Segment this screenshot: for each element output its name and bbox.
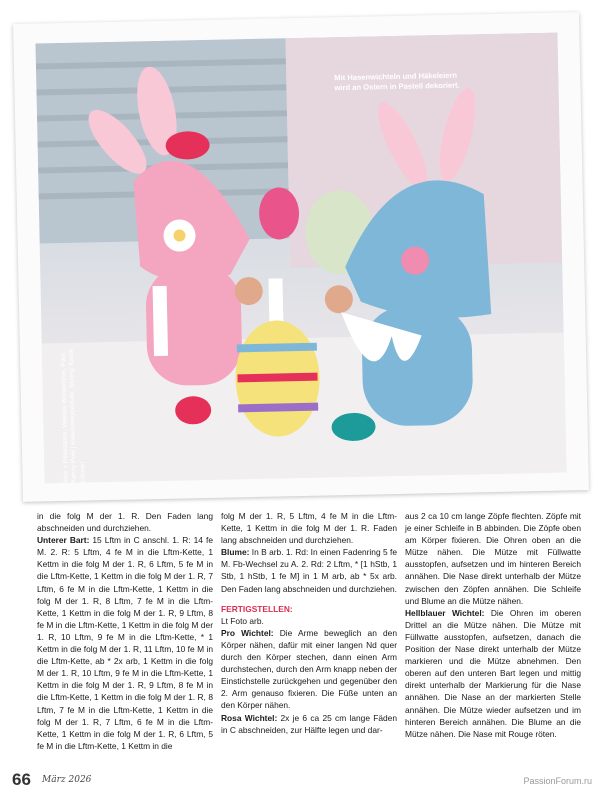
column-2 (221, 510, 397, 736)
gnome-photo (35, 33, 566, 484)
paragraph: Lt Foto arb. (221, 615, 264, 626)
photo-frame (13, 12, 589, 502)
photo-caption: Mit Hasenwichteln und Häkeleiern wird an Ostern in Pastell dekoriert. (334, 70, 460, 93)
text-rosa-wichtel: 2x je 6 ca 25 cm lange Fäden in C abschneiden, zur Hälfte legen und dar- (221, 712, 397, 735)
label-unterer-bart: Unterer Bart: (37, 535, 90, 546)
text-hellblauer-wichtel: Die Ohren im oberen Drittel an die Mütze nähen. Die Mütze mit Füllwatte ausstopfen, aufsetzen, danach die Position der Nase direkt unterhalb der Mütze markieren und die Mütze abnehmen. Den oberen auf den unteren Bart legen und mittig direkt unterhalb der Markierung für die Nase annähen. Die Nase an der markierten Stelle annähen. Die Mütze wieder aufsetzen und im hinteren Bereich annähen. Die Blume an die Mütze nähen. Die Nase mit Rouge röten. (405, 607, 581, 739)
paragraph (221, 546, 397, 594)
text-pro-wichtel: Die Arme beweglich an den Körper nähen, dafür mit einer langen Nd quer durch den Körper stechen, dann einen Arm durchstechen, durch den Arm knapp neben der Einstichstelle zurückgehen und gegenüber den 2. Arm genauso fixieren. Die Füße unten an den Körper nähen. (221, 627, 397, 711)
paragraph (221, 627, 397, 712)
label-rosa-wichtel: Rosa Wichtel: (221, 712, 278, 723)
paragraph: folg M der 1. R, 5 Lftm, 4 fe M in die Lftm-Kette, 1 Kettm in die folg M der 1. R. Faden lang abschneiden und durchziehen. (221, 511, 397, 546)
text-unterer-bart: 15 Lftm in C anschl. 1. R: 14 fe M. 2. R: 5 Lftm, 4 fe M in die Lftm-Kette, 1 Kettm in die folg M der 1. R, 6 Lftm, 5 fe M in die Lftm-Kette, 1 Kettm in die folg M der 1. R, 7 Lftm, 6 fe M in die Lftm-Kette, 1 Kettm in die folg M der 1. R, 8 Lftm, 7 fe M in die Lftm-Kette, 1 Kettm in die folg M der 1. R, 9 Lftm, 8 fe M in die Lftm-Kette, 1 Kettm in die folg M der 1. R, 10 Lftm, 9 fe M in die Lftm-Kette, * 1 Kettm in die folg M der 1. R, 11 Lftm, 10 fe M in die Lftm-Kette, ab * 2x arb, 1 Kettm in die folg M der 1. R, 10 Lftm, 9 fe M in die Lftm-Kette, 1 Kettm in die folg M der 1. R, 9 Lftm, 8 fe M in die Lftm-Kette, 1 Kettm in die folg M der 1. R, 8 Lftm, 7 fe M in die Lftm-Kette, 1 Kettm in die folg M der 1. R, 7 Lftm, 6 fe M in die Lftm-Kette, 1 Kettm in die folg M der 1. R, 6 Lftm, 5 fe M in die Lftm-Kette, 1 Kettm in die (37, 535, 213, 751)
paragraph (37, 534, 213, 752)
issue-date: März 2026 (42, 775, 92, 785)
column-1 (37, 510, 213, 752)
paragraph (405, 607, 581, 740)
label-hellblauer-wichtel: Hellblauer Wichtel: (405, 607, 485, 618)
photo-credits: Idee + Realisation: Valeska Wombacher, Foto: Kenny Pool | www.kennypool.de, Styling: Katrin Limmer (59, 348, 87, 484)
watermark: PassionForum.ru (523, 776, 592, 786)
section-heading: FERTIGSTELLEN: (221, 603, 293, 614)
paragraph: in die folg M der 1. R. Den Faden lang abschneiden und durchziehen. (37, 511, 213, 534)
paragraph: aus 2 ca 10 cm lange Zöpfe flechten. Zöpfe mit je einer Schleife in B abbinden. Die Zöpfe oben am Körper fixieren. Die Ohren oben an die Mütze nähen. Die Mütze mit Füllwatte ausstopfen, aufsetzen und im hinteren Bereich annähen. Die Nase direkt unterhalb der Mütze zwischen den Zöpfen annähen. Die Schleife und Blume an die Mütze nähen. (405, 511, 581, 606)
label-blume: Blume: (221, 547, 250, 558)
column-3 (405, 510, 581, 740)
page-number: 66 (12, 770, 31, 789)
label-pro-wichtel: Pro Wichtel: (221, 627, 274, 638)
crochet-easter-gnomes-photo (35, 33, 566, 484)
paragraph (221, 712, 397, 736)
text-blume: In B arb. 1. Rd: In einen Fadenring 5 fe M. Fb-Wechsel zu A. 2. Rd: 2 Lftm, * [1 hStb, 1 Stb, 1 hStb, 1 fe M] in 1 M arb, ab * 5x arb. Den Faden lang abschneiden und durchziehen. (221, 547, 398, 594)
